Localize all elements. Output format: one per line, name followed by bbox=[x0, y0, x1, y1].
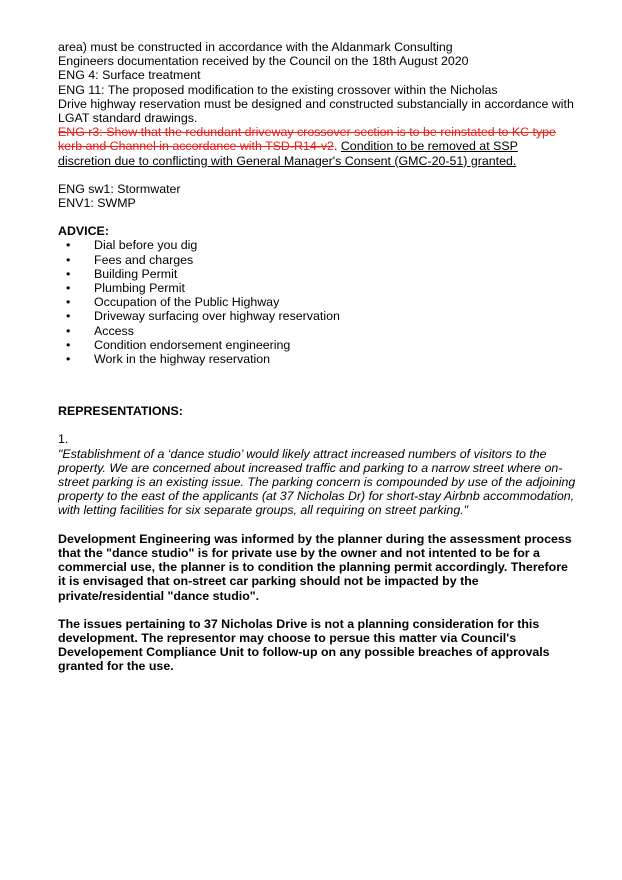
bullet-icon: • bbox=[66, 238, 71, 253]
bullet-icon: • bbox=[66, 266, 71, 281]
representation-number: 1. bbox=[58, 432, 69, 447]
bullet-icon: • bbox=[66, 295, 71, 310]
condition-env1: ENV1: SWMP bbox=[58, 196, 136, 211]
bullet-icon: • bbox=[66, 352, 71, 367]
removal-note: Condition to be removed at SSP bbox=[340, 139, 518, 154]
advice-item: • Driveway surfacing over highway reservation bbox=[66, 309, 340, 324]
condition-eng11-line: LGAT standard drawings. bbox=[58, 111, 198, 126]
bullet-icon: • bbox=[66, 323, 71, 338]
condition-engr3-line bbox=[58, 139, 578, 153]
period: . bbox=[333, 139, 338, 154]
condition-text-line: Engineers documentation received by the Council on the 18th August 2020 bbox=[58, 54, 469, 69]
engineering-response: Development Engineering was informed by the planner during the assessment process that the "dance studio" is for private use by the owner and not intented to be for a commercial use, the planner is to condition the planning permit accordingly. Therefore it is envisaged that on-street car parking should not be impacted by the private/residential "dance studio". bbox=[58, 531, 572, 603]
bullet-icon: • bbox=[66, 309, 71, 324]
condition-eng11-line: ENG 11: The proposed modification to the existing crossover within the Nicholas bbox=[58, 82, 498, 97]
struck-condition-text: ENG r3: Show that the redundant driveway crossover section is to be reinstated to KC type bbox=[58, 125, 556, 140]
bullet-icon: • bbox=[66, 281, 71, 296]
condition-engr3-line bbox=[58, 125, 578, 139]
bullet-icon: • bbox=[66, 337, 71, 352]
condition-eng11-line: Drive highway reservation must be designed and constructed substancially in accordance with bbox=[58, 96, 574, 111]
advice-item: • Work in the highway reservation bbox=[66, 352, 271, 367]
engineering-response: The issues pertaining to 37 Nicholas Drive is not a planning consideration for this development. The representor may choose to persue this matter via Council's Developement Compliance Unit to follow-up on any possible breaches of approvals granted for the use. bbox=[58, 616, 550, 674]
advice-item: • Access bbox=[66, 323, 134, 338]
condition-sw1: ENG sw1: Stormwater bbox=[58, 181, 181, 196]
struck-condition-text: kerb and Channel in accordance with TSD-R14-v2 bbox=[58, 139, 334, 154]
representations-heading: REPRESENTATIONS: bbox=[58, 404, 183, 419]
condition-engr3-line bbox=[58, 154, 578, 168]
document-page bbox=[58, 40, 578, 674]
advice-item: • Fees and charges bbox=[66, 252, 194, 267]
bullet-icon: • bbox=[66, 252, 71, 267]
advice-item: • Plumbing Permit bbox=[66, 281, 185, 296]
condition-text-line: area) must be constructed in accordance with the Aldanmark Consulting bbox=[58, 40, 453, 54]
representation-quote: "Establishment of a ‘dance studio’ would likely attract increased numbers of visitors to the property. We are concerned about increased traffic and parking to a narrow street where on-street parking is an existing issue. The parking concern is compounded by use of the adjoining property to the east of the applicants (at 37 Nicholas Dr) for short-stay Airbnb accommodation, with letting facilities for six separate groups, all requiring on street parking." bbox=[58, 446, 576, 518]
condition-eng4: ENG 4: Surface treatment bbox=[58, 68, 201, 83]
advice-list bbox=[58, 238, 578, 366]
advice-item: • Dial before you dig bbox=[66, 238, 198, 253]
advice-item: • Occupation of the Public Highway bbox=[66, 295, 280, 310]
advice-item: • Building Permit bbox=[66, 266, 178, 281]
advice-heading: ADVICE: bbox=[58, 224, 109, 239]
advice-item: • Condition endorsement engineering bbox=[66, 337, 291, 352]
removal-note: discretion due to conflicting with General Manager's Consent (GMC-20-51) granted. bbox=[58, 153, 517, 168]
